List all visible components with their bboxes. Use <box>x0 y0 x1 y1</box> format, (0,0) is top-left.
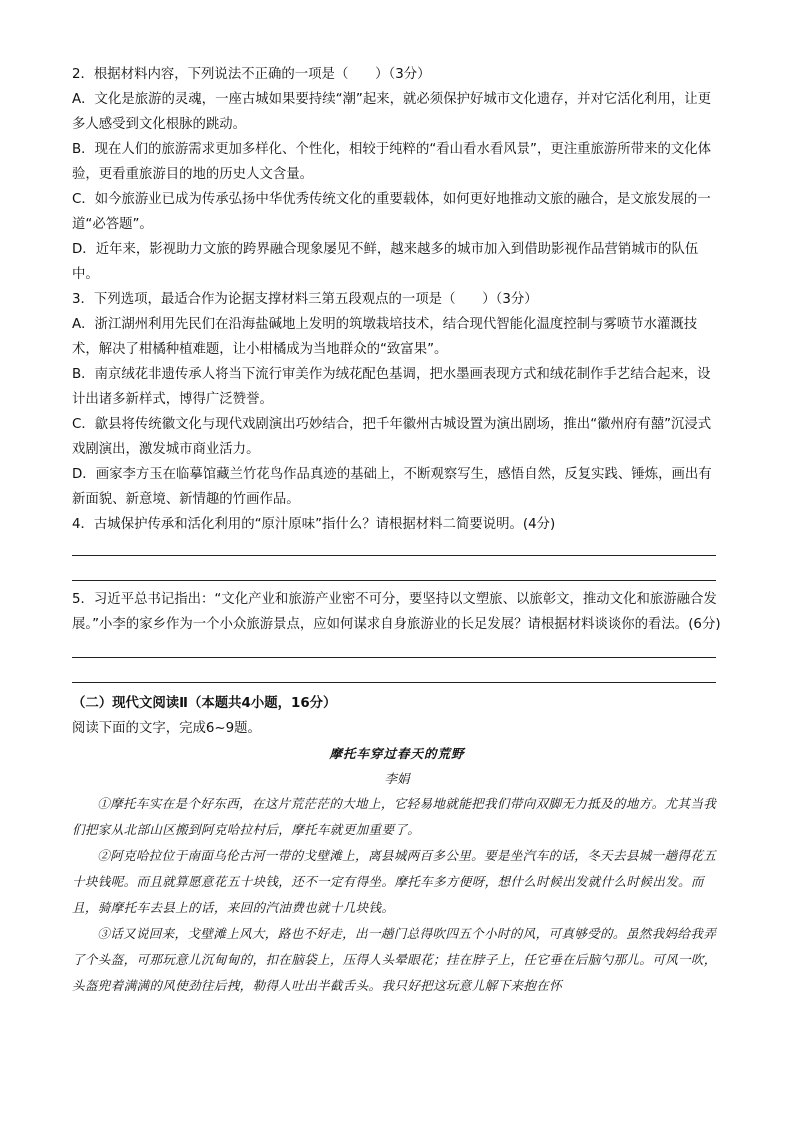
option-a: A．浙江湖州利用先民们在沿海盐碱地上发明的筑墩栽培技术，结合现代智能化温度控制与雾喷节水灌溉技术，解决了柑橘种植难题，让小柑橘成为当地群众的“致富果”。 <box>72 317 698 357</box>
exam-page <box>72 62 722 999</box>
question-4 <box>72 512 722 587</box>
story-author: 李娟 <box>384 771 410 786</box>
question-stem: 2．根据材料内容，下列说法不正确的一项是（ ）（3分） <box>72 67 431 82</box>
question-stem: 4．古城保护传承和活化利用的“原汁原味”指什么？请根据材料二简要说明。(4分) <box>72 517 556 532</box>
option-a: A．文化是旅游的灵魂，一座古城如果要持续“潮”起来，就必须保护好城市文化遗存，并对它活化利用，让更多人感受到文化根脉的跳动。 <box>72 92 711 132</box>
question-5 <box>72 587 722 691</box>
option-d: D．画家李方玉在临摹馆藏兰竹花鸟作品真迹的基础上，不断观察写生，感悟自然，反复实践、锤炼，画出有新面貌、新意境、新情趣的竹画作品。 <box>72 467 712 507</box>
option-c: C．歙县将传统徽文化与现代戏剧演出巧妙结合，把千年徽州古城设置为演出剧场，推出“徽州府有囍”沉浸式戏剧演出，激发城市商业活力。 <box>72 417 712 457</box>
story-body <box>72 791 722 999</box>
story-paragraph: ③话又说回来，戈壁滩上风大，路也不好走，出一趟门总得吹四五个小时的风，可真够受的。虽然我妈给我弄了个头盔，可那玩意儿沉甸甸的，扣在脑袋上，压得人头晕眼花；挂在脖子上，任它垂在后脑勺那儿。可风一吹，头盔兜着满满的风使劲往后拽，勒得人吐出半截舌头。我只好把这玩意儿解下来抱在怀 <box>72 926 717 993</box>
question-2 <box>72 62 722 287</box>
option-d: D．近年来，影视助力文旅的跨界融合现象屡见不鲜，越来越多的城市加入到借助影视作品营销城市的队伍中。 <box>72 242 699 282</box>
option-b: B．南京绒花非遗传承人将当下流行审美作为绒花配色基调，把水墨画表现方式和绒花制作手艺结合起来，设计出诸多新样式，博得广泛赞誉。 <box>72 367 711 407</box>
question-3 <box>72 287 722 512</box>
section-title: （二）现代文阅读Ⅱ（本题共4小题，16分） <box>72 696 337 711</box>
option-c: C．如今旅游业已成为传承弘扬中华优秀传统文化的重要载体，如何更好地推动文旅的融合，是文旅发展的一道“必答题”。 <box>72 192 711 232</box>
section-header <box>72 691 722 741</box>
story-title: 摩托车穿过春天的荒野 <box>329 746 465 761</box>
story <box>72 741 722 999</box>
option-b: B．现在人们的旅游需求更加多样化、个性化，相较于纯粹的“看山看水看风景”，更注重旅游所带来的文化体验，更看重旅游目的地的历史人文含量。 <box>72 142 712 182</box>
story-paragraph: ②阿克哈拉位于南面乌伦古河一带的戈壁滩上，离县城两百多公里。要是坐汽车的话，冬天去县城一趟得花五十块钱呢。而且就算愿意花五十块钱，还不一定有得坐。摩托车多方便呀，想什么时候出发就什么时候出发。而且，骑摩托车去县上的话，来回的汽油费也就十几块钱。 <box>72 848 717 915</box>
question-stem: 5．习近平总书记指出：“文化产业和旅游产业密不可分，要坚持以文塑旅、以旅彰文，推动文化和旅游融合发展。”小李的家乡作为一个小众旅游景点，应如何谋求自身旅游业的长足发展？请根据材料谈谈你的看法。(6分) <box>72 592 721 632</box>
story-paragraph: ①摩托车实在是个好东西，在这片荒茫茫的大地上，它轻易地就能把我们带向双脚无力抵及的地方。尤其当我们把家从北部山区搬到阿克哈拉村后，摩托车就更加重要了。 <box>72 796 717 837</box>
question-stem: 3．下列选项，最适合作为论据支撑材料三第五段观点的一项是（ ）（3分） <box>72 292 538 307</box>
section-instruction: 阅读下面的文字，完成6~9题。 <box>72 721 261 736</box>
